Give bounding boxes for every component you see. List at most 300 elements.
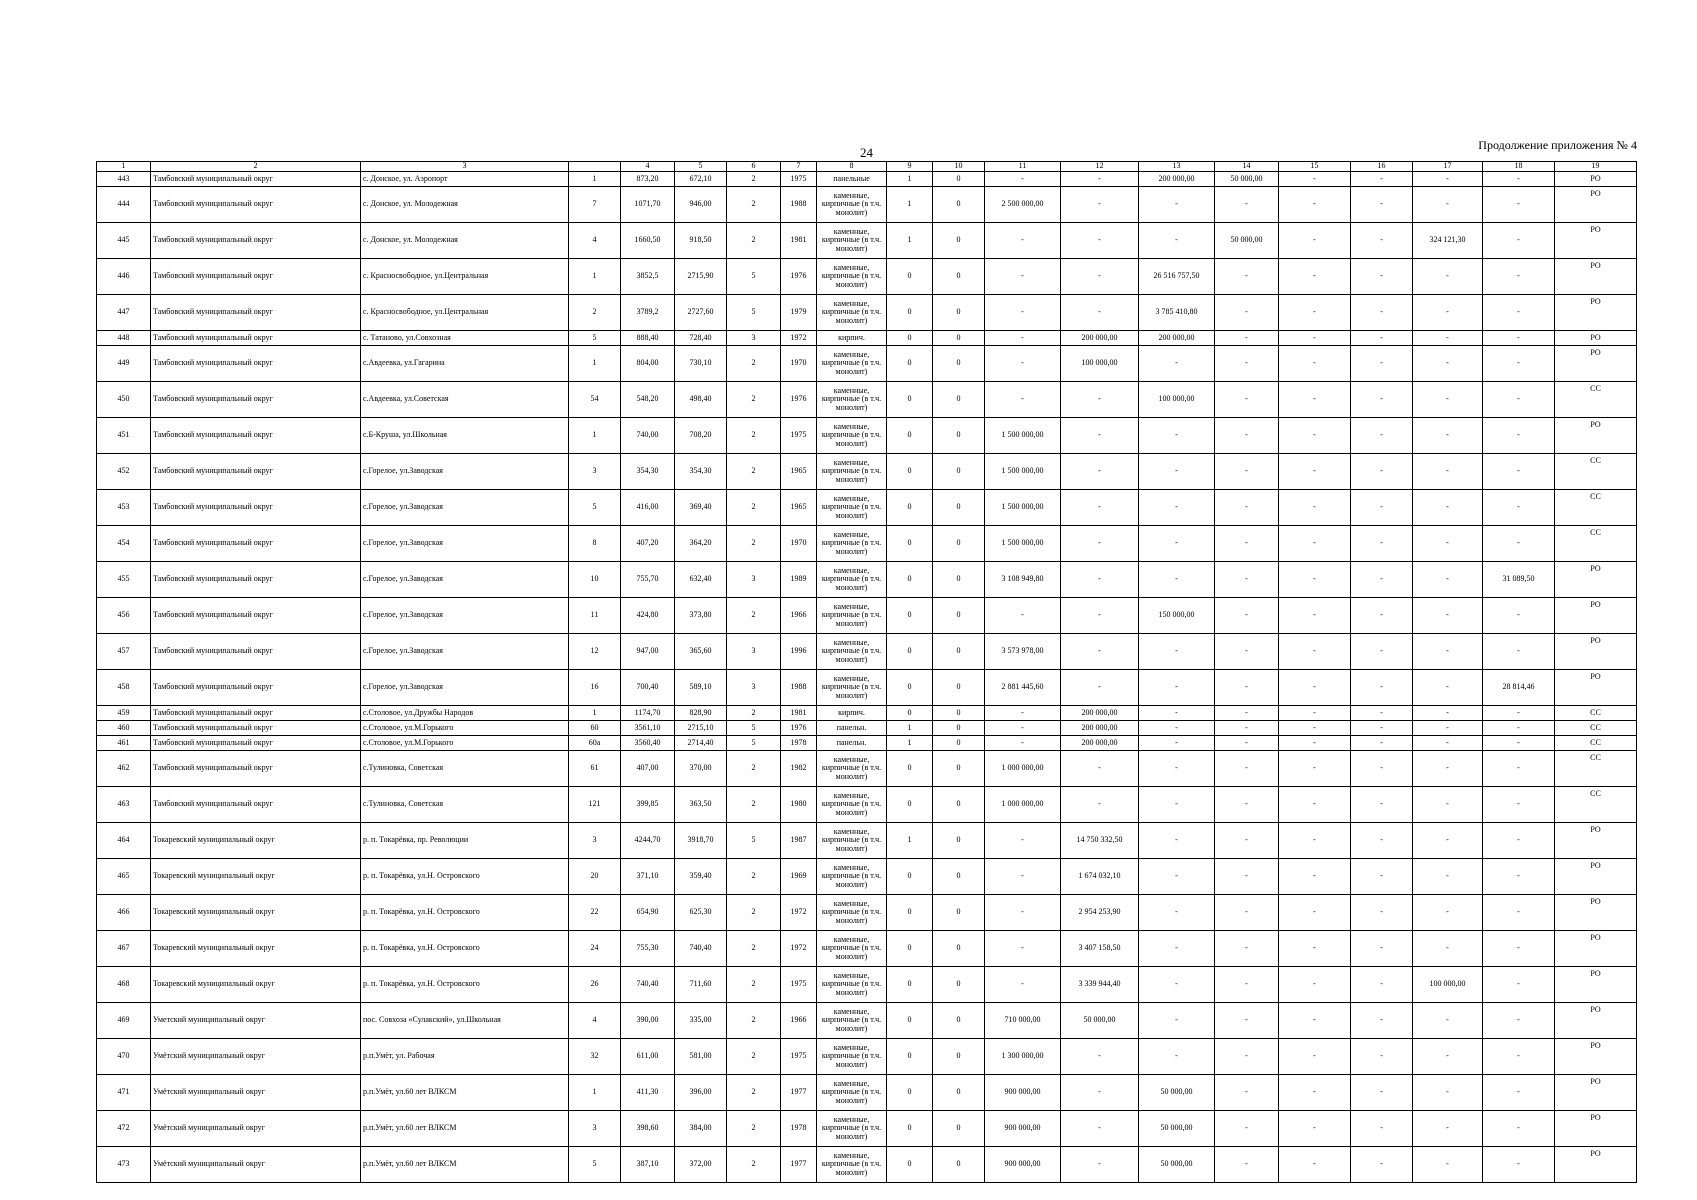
table-body bbox=[97, 172, 1637, 1183]
table-cell: каменные, кирпичные (в т.ч. монолит) bbox=[817, 1147, 887, 1183]
table-cell: РО bbox=[1555, 895, 1637, 931]
table-cell: 672,10 bbox=[675, 172, 727, 187]
table-cell: - bbox=[1351, 259, 1413, 295]
table-cell: - bbox=[1413, 823, 1483, 859]
table-cell: - bbox=[1483, 1111, 1555, 1147]
table-cell: РО bbox=[1555, 823, 1637, 859]
table-cell: - bbox=[1279, 967, 1351, 1003]
table-cell: 0 bbox=[887, 382, 933, 418]
table-cell: 3 bbox=[569, 1111, 621, 1147]
table-cell: с.Тулиновка, Советская bbox=[361, 787, 569, 823]
table-cell: 1980 bbox=[781, 787, 817, 823]
table-cell: 0 bbox=[933, 346, 985, 382]
table-cell: 1 674 032,10 bbox=[1061, 859, 1139, 895]
table-cell: - bbox=[1483, 931, 1555, 967]
table-row bbox=[97, 967, 1637, 1003]
table-cell: 1988 bbox=[781, 187, 817, 223]
table-cell: РО bbox=[1555, 1147, 1637, 1183]
table-cell: - bbox=[1413, 706, 1483, 721]
table-cell: - bbox=[1351, 787, 1413, 823]
table-cell: 2 bbox=[727, 418, 781, 454]
table-cell: 730,10 bbox=[675, 346, 727, 382]
table-cell: 1996 bbox=[781, 634, 817, 670]
table-row bbox=[97, 187, 1637, 223]
table-cell: - bbox=[985, 259, 1061, 295]
table-cell: - bbox=[1061, 598, 1139, 634]
table-cell: СС bbox=[1555, 454, 1637, 490]
table-cell: 0 bbox=[887, 418, 933, 454]
table-cell: - bbox=[1215, 706, 1279, 721]
table-cell: 0 bbox=[933, 382, 985, 418]
table-cell: 0 bbox=[933, 172, 985, 187]
table-cell: 1976 bbox=[781, 259, 817, 295]
table-cell: Уметский муниципальный округ bbox=[151, 1003, 361, 1039]
table-cell: - bbox=[1279, 172, 1351, 187]
table-row bbox=[97, 598, 1637, 634]
table-cell: 0 bbox=[887, 526, 933, 562]
table-cell: 0 bbox=[933, 823, 985, 859]
table-cell: - bbox=[1413, 1111, 1483, 1147]
table-cell: с.Тулиновка, Советская bbox=[361, 751, 569, 787]
table-cell: 1972 bbox=[781, 895, 817, 931]
table-cell: 200 000,00 bbox=[1061, 721, 1139, 736]
table-cell: 0 bbox=[933, 721, 985, 736]
table-cell: 10 bbox=[569, 562, 621, 598]
table-cell: 755,70 bbox=[621, 562, 675, 598]
table-cell: 0 bbox=[933, 931, 985, 967]
table-cell: 1 bbox=[569, 1075, 621, 1111]
table-cell: 2715,10 bbox=[675, 721, 727, 736]
table-cell: 0 bbox=[933, 526, 985, 562]
table-cell: 2727,60 bbox=[675, 295, 727, 331]
table-cell: - bbox=[1061, 1039, 1139, 1075]
table-row bbox=[97, 1147, 1637, 1183]
table-cell: - bbox=[1139, 736, 1215, 751]
table-cell: каменные, кирпичные (в т.ч. монолит) bbox=[817, 634, 887, 670]
table-cell: - bbox=[1215, 823, 1279, 859]
table-cell: - bbox=[985, 295, 1061, 331]
table-cell: - bbox=[1215, 598, 1279, 634]
table-cell: СС bbox=[1555, 490, 1637, 526]
table-cell: 1 bbox=[569, 259, 621, 295]
table-cell: 5 bbox=[727, 721, 781, 736]
table-cell: 0 bbox=[933, 736, 985, 751]
table-cell: с. Татаново, ул.Совхозная bbox=[361, 331, 569, 346]
table-cell: каменные, кирпичные (в т.ч. монолит) bbox=[817, 454, 887, 490]
table-cell: - bbox=[1413, 787, 1483, 823]
table-row bbox=[97, 1075, 1637, 1111]
table-cell: - bbox=[1413, 187, 1483, 223]
table-cell: каменные, кирпичные (в т.ч. монолит) bbox=[817, 346, 887, 382]
table-cell: 1975 bbox=[781, 172, 817, 187]
table-cell: 1 bbox=[569, 418, 621, 454]
table-cell: Токаревский муниципальный округ bbox=[151, 931, 361, 967]
table-cell: - bbox=[1483, 895, 1555, 931]
table-cell: РО bbox=[1555, 1039, 1637, 1075]
table-cell: 1 bbox=[887, 736, 933, 751]
table-cell: 1 300 000,00 bbox=[985, 1039, 1061, 1075]
table-cell: - bbox=[1139, 1003, 1215, 1039]
table-cell: - bbox=[1483, 1003, 1555, 1039]
table-cell: 26 516 757,50 bbox=[1139, 259, 1215, 295]
table-cell: - bbox=[1483, 598, 1555, 634]
table-cell: 467 bbox=[97, 931, 151, 967]
table-cell: 0 bbox=[933, 670, 985, 706]
table-cell: - bbox=[1279, 490, 1351, 526]
table-cell: 804,00 bbox=[621, 346, 675, 382]
table-cell: каменные, кирпичные (в т.ч. монолит) bbox=[817, 1111, 887, 1147]
table-cell: 471 bbox=[97, 1075, 151, 1111]
table-cell: - bbox=[1215, 454, 1279, 490]
table-cell: 455 bbox=[97, 562, 151, 598]
table-cell: - bbox=[1215, 634, 1279, 670]
table-cell: 0 bbox=[887, 1147, 933, 1183]
table-cell: 364,20 bbox=[675, 526, 727, 562]
table-cell: - bbox=[1351, 187, 1413, 223]
table-cell: 8 bbox=[569, 526, 621, 562]
table-cell: 1 500 000,00 bbox=[985, 418, 1061, 454]
table-cell: 2 500 000,00 bbox=[985, 187, 1061, 223]
table-cell: - bbox=[1279, 562, 1351, 598]
table-cell: 0 bbox=[933, 331, 985, 346]
table-cell: - bbox=[1413, 634, 1483, 670]
table-row bbox=[97, 706, 1637, 721]
table-cell: - bbox=[1215, 721, 1279, 736]
table-cell: 24 bbox=[569, 931, 621, 967]
table-cell: 50 000,00 bbox=[1139, 1075, 1215, 1111]
column-header: 11 bbox=[985, 162, 1061, 172]
table-cell: - bbox=[1139, 562, 1215, 598]
table-cell: - bbox=[1061, 1147, 1139, 1183]
table-cell: - bbox=[1279, 634, 1351, 670]
table-cell: 0 bbox=[887, 259, 933, 295]
table-cell: 1071,70 bbox=[621, 187, 675, 223]
table-cell: - bbox=[1413, 490, 1483, 526]
table-cell: - bbox=[1413, 736, 1483, 751]
table-cell: 3 573 978,00 bbox=[985, 634, 1061, 670]
table-cell: 0 bbox=[933, 454, 985, 490]
table-cell: Тамбовский муниципальный округ bbox=[151, 259, 361, 295]
table-cell: 460 bbox=[97, 721, 151, 736]
table-cell: СС bbox=[1555, 736, 1637, 751]
table-cell: - bbox=[1215, 295, 1279, 331]
table-cell: Токаревский муниципальный округ bbox=[151, 967, 361, 1003]
table-cell: 5 bbox=[727, 736, 781, 751]
table-cell: 3 bbox=[569, 454, 621, 490]
table-cell: 50 000,00 bbox=[1215, 172, 1279, 187]
table-cell: - bbox=[1413, 526, 1483, 562]
table-cell: 14 750 332,50 bbox=[1061, 823, 1139, 859]
table-cell: Тамбовский муниципальный округ bbox=[151, 382, 361, 418]
table-cell: 446 bbox=[97, 259, 151, 295]
table-cell: - bbox=[1139, 967, 1215, 1003]
table-cell: 60а bbox=[569, 736, 621, 751]
table-cell: 0 bbox=[887, 751, 933, 787]
table-cell: - bbox=[1139, 418, 1215, 454]
table-row bbox=[97, 1003, 1637, 1039]
table-cell: Тамбовский муниципальный округ bbox=[151, 670, 361, 706]
housing-register-table bbox=[96, 161, 1637, 1183]
column-header: 3 bbox=[361, 162, 569, 172]
table-cell: - bbox=[1351, 895, 1413, 931]
table-cell: - bbox=[1279, 1039, 1351, 1075]
table-cell: с.Столовое, ул.М.Горького bbox=[361, 736, 569, 751]
table-cell: 31 089,50 bbox=[1483, 562, 1555, 598]
table-cell: 2 bbox=[727, 1147, 781, 1183]
table-cell: - bbox=[1215, 259, 1279, 295]
table-cell: с.Б-Круша, ул.Школьная bbox=[361, 418, 569, 454]
table-cell: - bbox=[1139, 721, 1215, 736]
table-cell: 1 bbox=[569, 346, 621, 382]
table-cell: - bbox=[1351, 382, 1413, 418]
table-cell: - bbox=[1139, 751, 1215, 787]
table-cell: Тамбовский муниципальный округ bbox=[151, 721, 361, 736]
table-cell: 0 bbox=[887, 895, 933, 931]
table-cell: Тамбовский муниципальный округ bbox=[151, 490, 361, 526]
table-cell: 1977 bbox=[781, 1147, 817, 1183]
table-cell: - bbox=[985, 895, 1061, 931]
table-row bbox=[97, 331, 1637, 346]
table-cell: Тамбовский муниципальный округ bbox=[151, 346, 361, 382]
table-cell: 0 bbox=[933, 1075, 985, 1111]
table-cell: 354,30 bbox=[621, 454, 675, 490]
table-cell: 581,00 bbox=[675, 1039, 727, 1075]
table-cell: Умётский муниципальный округ bbox=[151, 1075, 361, 1111]
table-cell: РО bbox=[1555, 418, 1637, 454]
table-cell: - bbox=[1279, 751, 1351, 787]
column-header: 7 bbox=[781, 162, 817, 172]
table-cell: Тамбовский муниципальный округ bbox=[151, 562, 361, 598]
table-cell: 365,60 bbox=[675, 634, 727, 670]
table-cell: 1 bbox=[887, 223, 933, 259]
table-cell: РО bbox=[1555, 187, 1637, 223]
table-cell: р. п. Токарёвка, ул.Н. Островского bbox=[361, 931, 569, 967]
table-cell: - bbox=[1215, 526, 1279, 562]
table-cell: 1978 bbox=[781, 1111, 817, 1147]
table-cell: 0 bbox=[887, 967, 933, 1003]
table-row bbox=[97, 895, 1637, 931]
table-cell: 466 bbox=[97, 895, 151, 931]
table-cell: каменные, кирпичные (в т.ч. монолит) bbox=[817, 1039, 887, 1075]
table-cell: РО bbox=[1555, 1111, 1637, 1147]
table-cell: 548,20 bbox=[621, 382, 675, 418]
table-cell: - bbox=[1279, 859, 1351, 895]
table-cell: - bbox=[985, 223, 1061, 259]
table-cell: - bbox=[1215, 751, 1279, 787]
table-cell: 411,30 bbox=[621, 1075, 675, 1111]
table-cell: 2 bbox=[727, 526, 781, 562]
table-cell: 1 500 000,00 bbox=[985, 526, 1061, 562]
table-cell: - bbox=[1483, 706, 1555, 721]
table-cell: - bbox=[1061, 295, 1139, 331]
table-cell: 407,00 bbox=[621, 751, 675, 787]
table-cell: 469 bbox=[97, 1003, 151, 1039]
table-cell: 121 bbox=[569, 787, 621, 823]
table-cell: - bbox=[1279, 382, 1351, 418]
table-cell: с. Красносвободное, ул.Центральная bbox=[361, 259, 569, 295]
table-cell: РО bbox=[1555, 859, 1637, 895]
table-cell: 4244,70 bbox=[621, 823, 675, 859]
table-cell: 335,00 bbox=[675, 1003, 727, 1039]
table-cell: 0 bbox=[933, 1111, 985, 1147]
table-cell: 873,20 bbox=[621, 172, 675, 187]
table-cell: 1975 bbox=[781, 1039, 817, 1075]
table-cell: 54 bbox=[569, 382, 621, 418]
table-cell: - bbox=[1061, 223, 1139, 259]
table-cell: 728,40 bbox=[675, 331, 727, 346]
table-cell: - bbox=[1279, 331, 1351, 346]
table-cell: 1977 bbox=[781, 1075, 817, 1111]
table-cell: - bbox=[985, 736, 1061, 751]
column-header: 8 bbox=[817, 162, 887, 172]
table-cell: РО bbox=[1555, 598, 1637, 634]
table-cell: 1981 bbox=[781, 223, 817, 259]
table-cell: 611,00 bbox=[621, 1039, 675, 1075]
table-cell: каменные, кирпичные (в т.ч. монолит) bbox=[817, 1003, 887, 1039]
table-cell: 5 bbox=[569, 331, 621, 346]
table-cell: 2 bbox=[727, 859, 781, 895]
table-row bbox=[97, 1111, 1637, 1147]
table-cell: - bbox=[1351, 931, 1413, 967]
table-cell: - bbox=[1139, 1039, 1215, 1075]
table-cell: - bbox=[1351, 706, 1413, 721]
table-cell: 0 bbox=[887, 295, 933, 331]
table-cell: 416,00 bbox=[621, 490, 675, 526]
table-cell: 0 bbox=[933, 634, 985, 670]
table-row bbox=[97, 823, 1637, 859]
table-cell: - bbox=[1061, 187, 1139, 223]
table-cell: - bbox=[1279, 454, 1351, 490]
table-cell: 3789,2 bbox=[621, 295, 675, 331]
table-cell: 371,10 bbox=[621, 859, 675, 895]
table-cell: - bbox=[1351, 751, 1413, 787]
table-cell: - bbox=[1413, 418, 1483, 454]
table-cell: каменные, кирпичные (в т.ч. монолит) bbox=[817, 859, 887, 895]
table-cell: 2 bbox=[727, 1111, 781, 1147]
table-cell: - bbox=[1061, 670, 1139, 706]
table-cell: 0 bbox=[887, 634, 933, 670]
table-cell: 1972 bbox=[781, 931, 817, 967]
table-cell: - bbox=[1413, 1003, 1483, 1039]
table-cell: - bbox=[1279, 787, 1351, 823]
table-cell: СС bbox=[1555, 721, 1637, 736]
table-cell: 1966 bbox=[781, 598, 817, 634]
table-cell: - bbox=[1279, 346, 1351, 382]
table-cell: 1988 bbox=[781, 670, 817, 706]
table-cell: 384,00 bbox=[675, 1111, 727, 1147]
table-cell: 1982 bbox=[781, 751, 817, 787]
table-cell: - bbox=[1413, 598, 1483, 634]
table-cell: 465 bbox=[97, 859, 151, 895]
table-cell: 50 000,00 bbox=[1061, 1003, 1139, 1039]
table-cell: 0 bbox=[933, 223, 985, 259]
table-row bbox=[97, 1039, 1637, 1075]
table-cell: - bbox=[1139, 346, 1215, 382]
table-cell: 2 bbox=[727, 454, 781, 490]
table-cell: - bbox=[1413, 259, 1483, 295]
table-row bbox=[97, 382, 1637, 418]
table-cell: - bbox=[1483, 454, 1555, 490]
column-header: 12 bbox=[1061, 162, 1139, 172]
table-cell: 3 bbox=[727, 562, 781, 598]
table-cell: - bbox=[985, 172, 1061, 187]
table-cell: - bbox=[1061, 562, 1139, 598]
table-cell: 888,40 bbox=[621, 331, 675, 346]
table-cell: Тамбовский муниципальный округ bbox=[151, 526, 361, 562]
table-cell: с.Столовое, ул.Дружбы Народов bbox=[361, 706, 569, 721]
table-row bbox=[97, 346, 1637, 382]
table-cell: Тамбовский муниципальный округ bbox=[151, 751, 361, 787]
table-cell: - bbox=[1279, 418, 1351, 454]
table-cell: 3 407 158,50 bbox=[1061, 931, 1139, 967]
column-header: 10 bbox=[933, 162, 985, 172]
table-cell: 5 bbox=[727, 823, 781, 859]
table-cell: 0 bbox=[887, 1075, 933, 1111]
table-row bbox=[97, 259, 1637, 295]
table-cell: 200 000,00 bbox=[1061, 706, 1139, 721]
table-cell: 1976 bbox=[781, 382, 817, 418]
table-cell: 0 bbox=[887, 490, 933, 526]
table-cell: - bbox=[1139, 634, 1215, 670]
table-row bbox=[97, 172, 1637, 187]
table-cell: СС bbox=[1555, 751, 1637, 787]
table-cell: Тамбовский муниципальный округ bbox=[151, 634, 361, 670]
table-cell: 3918,70 bbox=[675, 823, 727, 859]
table-cell: - bbox=[1139, 931, 1215, 967]
table-cell: с.Горелое, ул.Заводская bbox=[361, 490, 569, 526]
table-cell: 918,50 bbox=[675, 223, 727, 259]
table-cell: 200 000,00 bbox=[1061, 331, 1139, 346]
table-cell: - bbox=[1351, 454, 1413, 490]
table-cell: 444 bbox=[97, 187, 151, 223]
table-cell: - bbox=[1413, 931, 1483, 967]
table-cell: - bbox=[985, 382, 1061, 418]
table-cell: 0 bbox=[887, 562, 933, 598]
table-cell: 4 bbox=[569, 1003, 621, 1039]
table-cell: 1 000 000,00 bbox=[985, 751, 1061, 787]
table-cell: каменные, кирпичные (в т.ч. монолит) bbox=[817, 598, 887, 634]
table-cell: каменные, кирпичные (в т.ч. монолит) bbox=[817, 223, 887, 259]
table-cell: 1975 bbox=[781, 418, 817, 454]
table-cell: 5 bbox=[727, 295, 781, 331]
table-cell: - bbox=[1279, 706, 1351, 721]
table-cell: 2 bbox=[727, 967, 781, 1003]
table-cell: каменные, кирпичные (в т.ч. монолит) bbox=[817, 526, 887, 562]
table-cell: 22 bbox=[569, 895, 621, 931]
table-cell: каменные, кирпичные (в т.ч. монолит) bbox=[817, 967, 887, 1003]
table-cell: 459 bbox=[97, 706, 151, 721]
table-cell: - bbox=[1139, 187, 1215, 223]
table-cell: 589,10 bbox=[675, 670, 727, 706]
table-cell: 0 bbox=[933, 490, 985, 526]
table-cell: - bbox=[1279, 1075, 1351, 1111]
table-cell: 0 bbox=[887, 346, 933, 382]
table-cell: 1970 bbox=[781, 346, 817, 382]
table-cell: Тамбовский муниципальный округ bbox=[151, 454, 361, 490]
appendix-note: Продолжение приложения № 4 bbox=[1478, 138, 1637, 152]
table-cell: 0 bbox=[933, 706, 985, 721]
table-cell: 399,85 bbox=[621, 787, 675, 823]
column-header: 5 bbox=[675, 162, 727, 172]
table-cell: - bbox=[1351, 490, 1413, 526]
table-cell: Токаревский муниципальный округ bbox=[151, 823, 361, 859]
table-cell: кирпич. bbox=[817, 331, 887, 346]
table-cell: - bbox=[1279, 259, 1351, 295]
table-cell: 1970 bbox=[781, 526, 817, 562]
table-cell: - bbox=[1413, 454, 1483, 490]
table-cell: 1965 bbox=[781, 490, 817, 526]
table-cell: 2 954 253,90 bbox=[1061, 895, 1139, 931]
